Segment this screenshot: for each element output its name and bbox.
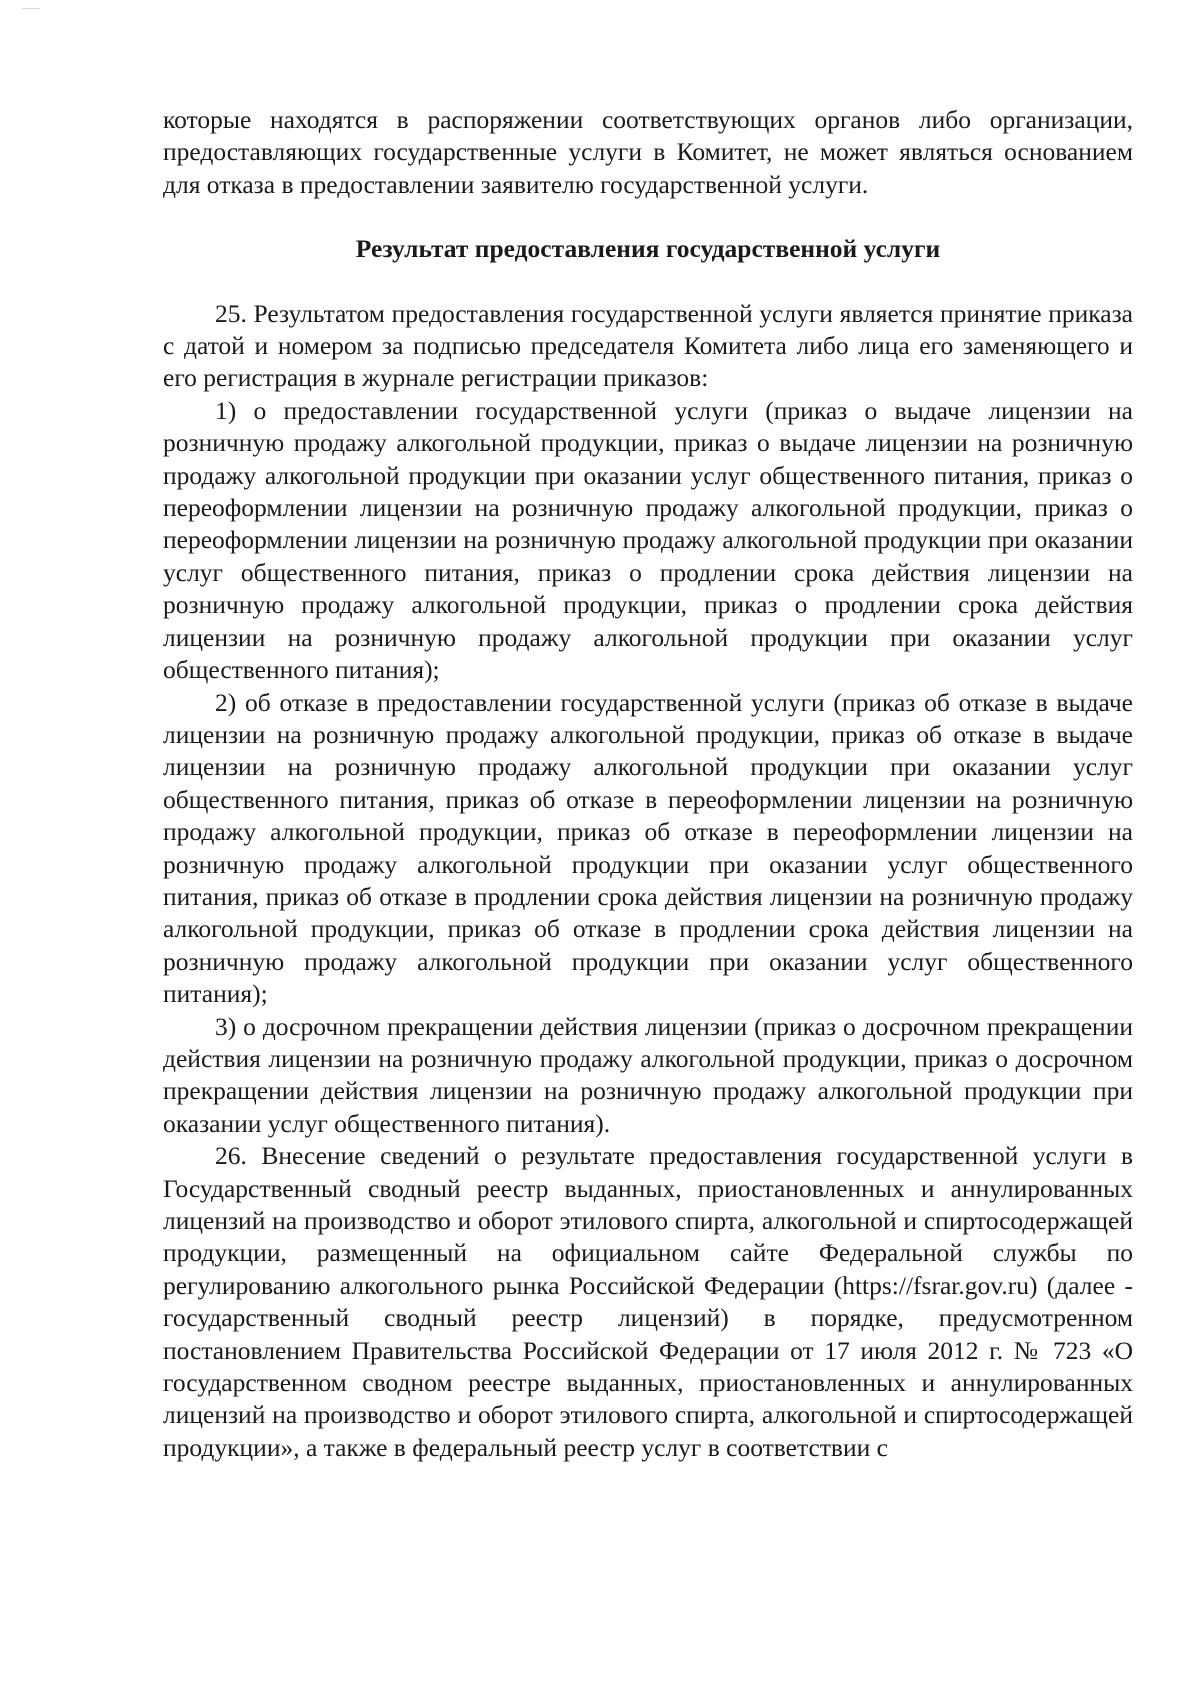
paragraph-25: 25. Результатом предоставления государственной услуги является принятие приказа с датой и номером за подписью председателя Комитета либо лица его заменяющего и его регистрация в журнале регистрации приказов: (163, 298, 1133, 393)
paragraph-continuation: которые находятся в распоряжении соответствующих органов либо организации, предоставляющих государственные услуги в Комитет, не может являться основанием для отказа в предоставлении заявителю государственной услуги. (163, 105, 1133, 199)
section-heading: Результат предоставления государственной услуги (355, 234, 941, 264)
paragraph-26: 26. Внесение сведений о результате предоставления государственной услуги в Государственный сводный реестр выданных, приостановленных и аннулированных лицензий на производство и оборот этилового спирта, алкогольной и спиртосодержащей продукции, размещенный на официальном сайте Федеральной службы по регулированию алкогольного рынка Российской Федерации (https://fsrar.gov.ru) (далее - государственный сводный реестр лицензий) в порядке, предусмотренном постановлением Правительства Российской Федерации от 17 июля 2012 г. № 723 «О государственном сводном реестре выданных, приостановленных и аннулированных лицензий на производство и оборот этилового спирта, алкогольной и спиртосодержащей продукции», а также в федеральный реестр услуг в соответствии с (163, 1141, 1133, 1462)
list-item-2: 2) об отказе в предоставлении государственной услуги (приказ об отказе в выдаче лицензии на розничную продажу алкогольной продукции, приказ об отказе в выдаче лицензии на розничную продажу алкогольной продукции при оказании услуг общественного питания, приказ об отказе в переоформлении лицензии на розничную продажу алкогольной продукции, приказ об отказе в переоформлении лицензии на розничную продажу алкогольной продукции при оказании услуг общественного питания, приказ об отказе в продлении срока действия лицензии на розничную продажу алкогольной продукции, приказ об отказе в продлении срока действия лицензии на розничную продажу алкогольной продукции при оказании услуг общественного питания); (163, 687, 1133, 1009)
scan-artifact (22, 8, 40, 9)
document-body (163, 104, 1133, 1464)
list-item-3: 3) о досрочном прекращении действия лицензии (приказ о досрочном прекращении действия лицензии на розничную продажу алкогольной продукции, приказ о досрочном прекращении действия лицензии на розничную продажу алкогольной продукции при оказании услуг общественного питания). (163, 1011, 1133, 1138)
list-item-1: 1) о предоставлении государственной услуги (приказ о выдаче лицензии на розничную продажу алкогольной продукции, приказ о выдаче лицензии на розничную продажу алкогольной продукции при оказании услуг общественного питания, приказ о переоформлении лицензии на розничную продажу алкогольной продукции, приказ о переоформлении лицензии на розничную продажу алкогольной продукции при оказании услуг общественного питания, приказ о продлении срока действия лицензии на розничную продажу алкогольной продукции, приказ о продлении срока действия лицензии на розничную продажу алкогольной продукции при оказании услуг общественного питания); (163, 395, 1133, 685)
